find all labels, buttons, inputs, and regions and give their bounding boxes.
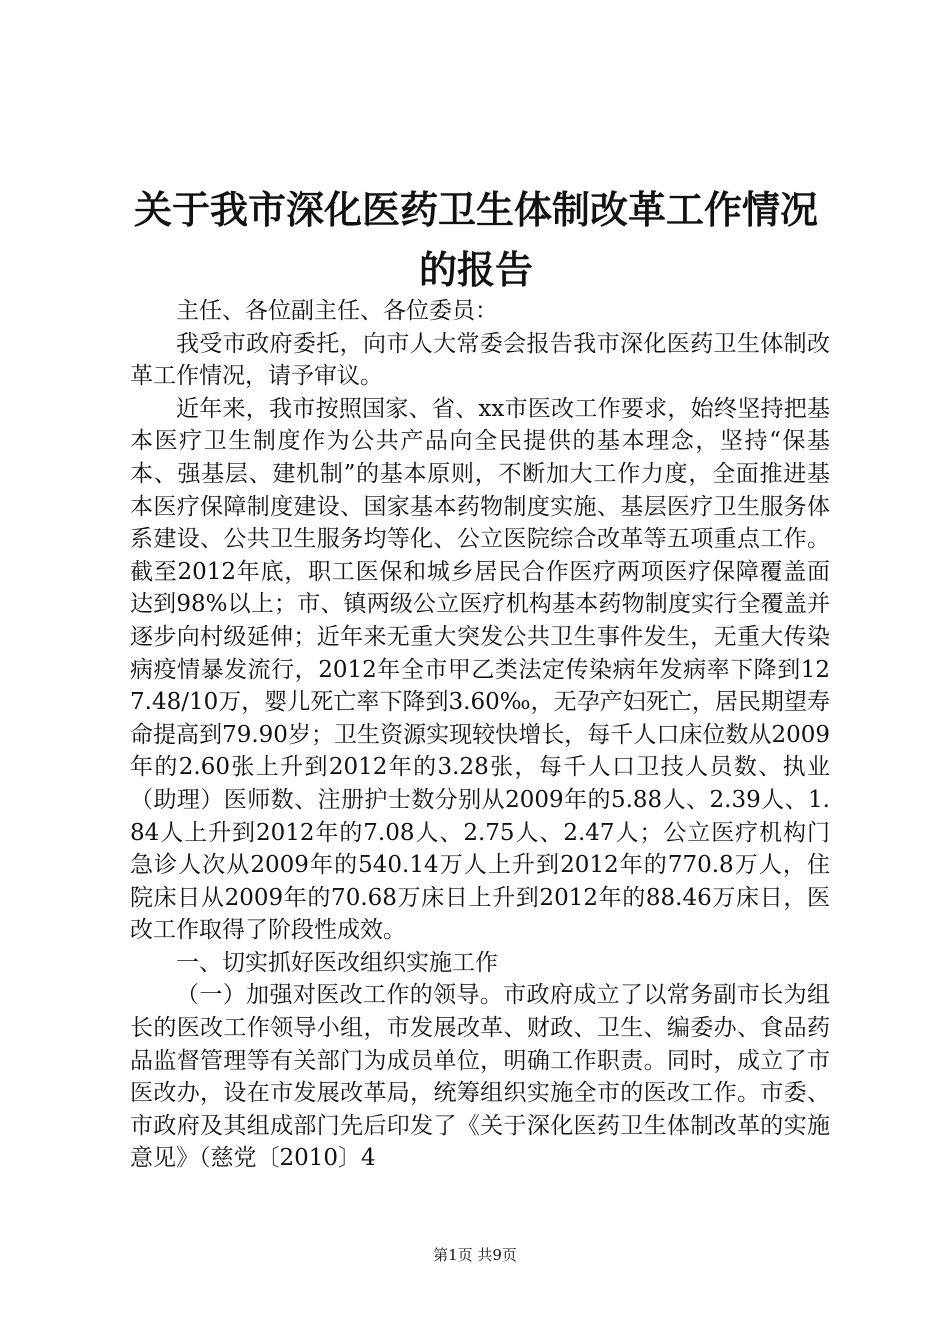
paragraph-summary: 近年来，我市按照国家、省、xx市医改工作要求，始终坚持把基本医疗卫生制度作为公共产品向全民提供的基本理念，坚持“保基本、强基层、建机制”的基本原则，不断加大工作力度，全面推进基本医疗保障制度建设、国家基本药物制度实施、基层医疗卫生服务体系建设、公共卫生服务均等化、公立医院综合改革等五项重点工作。截至2012年底，职工医保和城乡居民合作医疗两项医疗保障覆盖面达到98%以上；市、镇两级公立医疗机构基本药物制度实行全覆盖并逐步向村级延伸；近年来无重大突发公共卫生事件发生，无重大传染病疫情暴发流行，2012年全市甲乙类法定传染病年发病率下降到127.48/10万，婴儿死亡率下降到3.60‰，无孕产妇死亡，居民期望寿命提高到79.90岁；卫生资源实现较快增长，每千人口床位数从2009年的2.60张上升到2012年的3.28张，每千人口卫技人员数、执业（助理）医师数、注册护士数分别从2009年的5.88人、2.39人、1.84人上升到2012年的7.08人、2.75人、2.47人；公立医疗机构门急诊人次从2009年的540.14万人上升到2012年的770.8万人，住院床日从2009年的70.68万床日上升到2012年的88.46万床日，医改工作取得了阶段性成效。 bbox=[130, 395, 830, 944]
salutation: 主任、各位副主任、各位委员： bbox=[176, 298, 498, 324]
document-title: 关于我市深化医药卫生体制改革工作情况的报告 bbox=[133, 188, 818, 292]
page-footer: 第1页 共9页 bbox=[433, 1246, 517, 1264]
document-body bbox=[130, 295, 830, 1175]
paragraph-leadership: （一）加强对医改工作的领导。市政府成立了以常务副市长为组长的医改工作领导小组，市发展改革、财政、卫生、编委办、食品药品监督管理等有关部门为成员单位，明确工作职责。同时，成立了市医改办，设在市发展改革局，统筹组织实施全市的医改工作。市委、市政府及其组成部门先后印发了《关于深化医药卫生体制改革的实施意见》（慈党〔2010〕4 bbox=[130, 982, 830, 1172]
section-heading: 一、切实抓好医改组织实施工作 bbox=[176, 949, 498, 976]
paragraph-intro: 我受市政府委托，向市人大常委会报告我市深化医药卫生体制改革工作情况，请予审议。 bbox=[130, 330, 830, 390]
